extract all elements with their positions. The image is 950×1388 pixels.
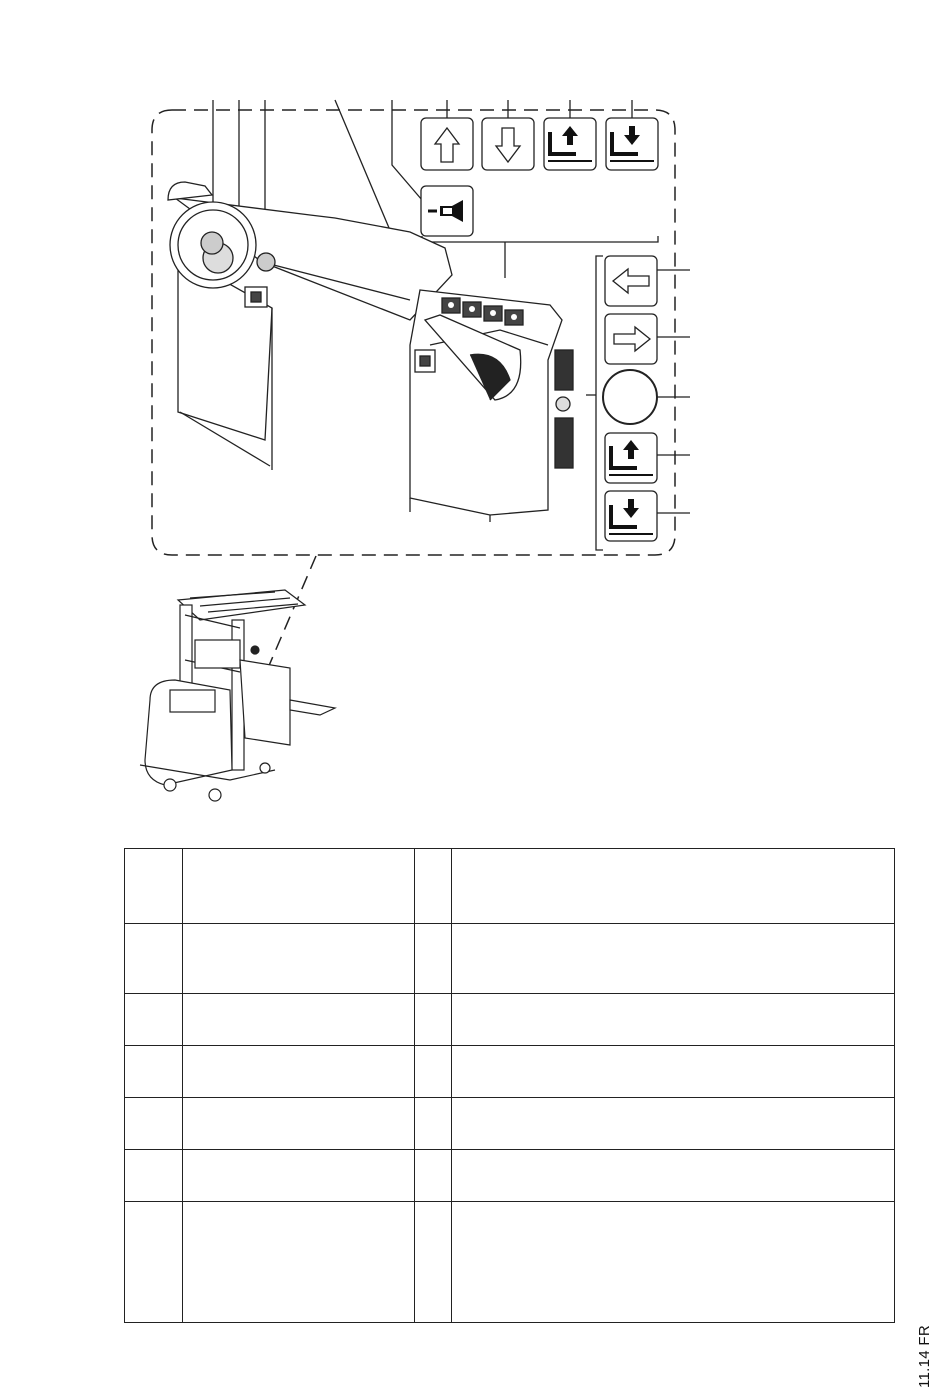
table-cell	[452, 924, 895, 994]
button-lift-down	[482, 118, 534, 170]
table-cell	[452, 1202, 895, 1323]
table-cell	[415, 1098, 452, 1150]
table-cell	[415, 994, 452, 1046]
table-cell	[183, 1150, 415, 1202]
table-cell	[415, 1150, 452, 1202]
table-cell	[452, 1098, 895, 1150]
button-round	[603, 370, 657, 424]
table-cell	[125, 1202, 183, 1323]
table-row	[125, 849, 895, 924]
table-row	[125, 1098, 895, 1150]
spec-table	[124, 848, 895, 1323]
emergency-stop	[257, 253, 275, 271]
table-cell	[183, 1202, 415, 1323]
table-cell	[125, 1150, 183, 1202]
table-cell	[125, 994, 183, 1046]
table-cell	[125, 849, 183, 924]
edition-label: 11.14 FR	[916, 1325, 933, 1388]
table-cell	[452, 994, 895, 1046]
table-cell	[183, 849, 415, 924]
table-cell	[125, 1046, 183, 1098]
table-row	[125, 1202, 895, 1323]
button-lift-up	[421, 118, 473, 170]
table-row	[125, 1046, 895, 1098]
table-cell	[452, 849, 895, 924]
circle-button-icon	[603, 370, 657, 424]
table-cell	[415, 1202, 452, 1323]
table-cell	[183, 924, 415, 994]
table-cell	[183, 1098, 415, 1150]
button-fork-raise-top	[544, 118, 596, 170]
table-cell	[125, 1098, 183, 1150]
table-row	[125, 994, 895, 1046]
table-cell	[415, 924, 452, 994]
button-fork-raise-side	[605, 433, 657, 483]
table-cell	[125, 924, 183, 994]
table-cell	[415, 849, 452, 924]
table-cell	[452, 1046, 895, 1098]
table-row	[125, 1150, 895, 1202]
order-picker-truck-drawing	[140, 590, 335, 801]
button-travel-left	[605, 256, 657, 306]
button-fork-lower-side	[605, 491, 657, 541]
table-row	[125, 924, 895, 994]
button-horn	[421, 186, 473, 236]
table-cell	[452, 1150, 895, 1202]
table-cell	[183, 1046, 415, 1098]
table-cell	[415, 1046, 452, 1098]
button-fork-lower-top	[606, 118, 658, 170]
table-cell	[183, 994, 415, 1046]
button-travel-right	[605, 314, 657, 364]
control-panel-drawing	[168, 182, 573, 522]
